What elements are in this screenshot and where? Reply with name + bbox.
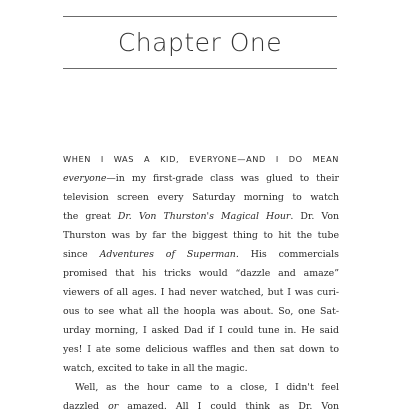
text-line bbox=[63, 283, 339, 302]
header-bottom-rule bbox=[63, 68, 337, 69]
text-line bbox=[63, 226, 339, 245]
text-run: television screen every Saturday morning to watch bbox=[63, 192, 339, 203]
text-run: ous to see what all the hoopla was about. So, one Sat- bbox=[63, 306, 339, 317]
chapter-body bbox=[63, 150, 339, 416]
italic-text: Adventures of Superman bbox=[99, 249, 236, 260]
text-line bbox=[63, 302, 339, 321]
paragraph bbox=[63, 378, 339, 416]
text-run: amazed. All I could think as Dr. Von bbox=[118, 401, 340, 412]
text-run: . His commercials bbox=[235, 249, 339, 260]
text-line bbox=[63, 340, 339, 359]
text-line bbox=[63, 264, 339, 283]
text-run: watch, excited to take in all the magic. bbox=[63, 363, 248, 374]
text-run: viewers of all ages. I had never watched, but I was curi- bbox=[63, 287, 339, 298]
text-run: Well, as the hour came to a close, I didn't feel bbox=[75, 382, 339, 393]
italic-text: Dr. Von Thurston's Magical Hour bbox=[117, 211, 291, 222]
text-line bbox=[63, 378, 339, 397]
paragraph bbox=[63, 150, 339, 378]
text-run: —in my first-grade class was glued to their bbox=[106, 173, 339, 184]
text-run: Thurston was by far the biggest thing to hit the tube bbox=[63, 230, 339, 241]
italic-text: everyone bbox=[63, 173, 107, 184]
text-line bbox=[63, 245, 339, 264]
text-run: dazzled bbox=[63, 401, 109, 412]
text-line bbox=[63, 150, 339, 169]
text-run: promised that his tricks would “dazzle and amaze” bbox=[63, 268, 339, 279]
text-line bbox=[63, 359, 339, 378]
text-run: yes! I ate some delicious waffles and then sat down to bbox=[63, 344, 339, 355]
header-top-rule bbox=[63, 16, 337, 17]
text-run: the great bbox=[63, 211, 118, 222]
text-line bbox=[63, 397, 339, 416]
text-line bbox=[63, 321, 339, 340]
text-line bbox=[63, 188, 339, 207]
text-line bbox=[63, 169, 339, 188]
chapter-title: Chapter One bbox=[117, 28, 283, 57]
italic-text: or bbox=[108, 401, 119, 412]
text-run: since bbox=[63, 249, 100, 260]
text-line bbox=[63, 207, 339, 226]
text-run: urday morning, I asked Dad if I could tune in. He said bbox=[63, 325, 339, 336]
text-run: . Dr. Von bbox=[290, 211, 339, 222]
opening-small-caps: WHEN I WAS A KID, EVERYONE—AND I DO MEAN bbox=[63, 154, 339, 164]
